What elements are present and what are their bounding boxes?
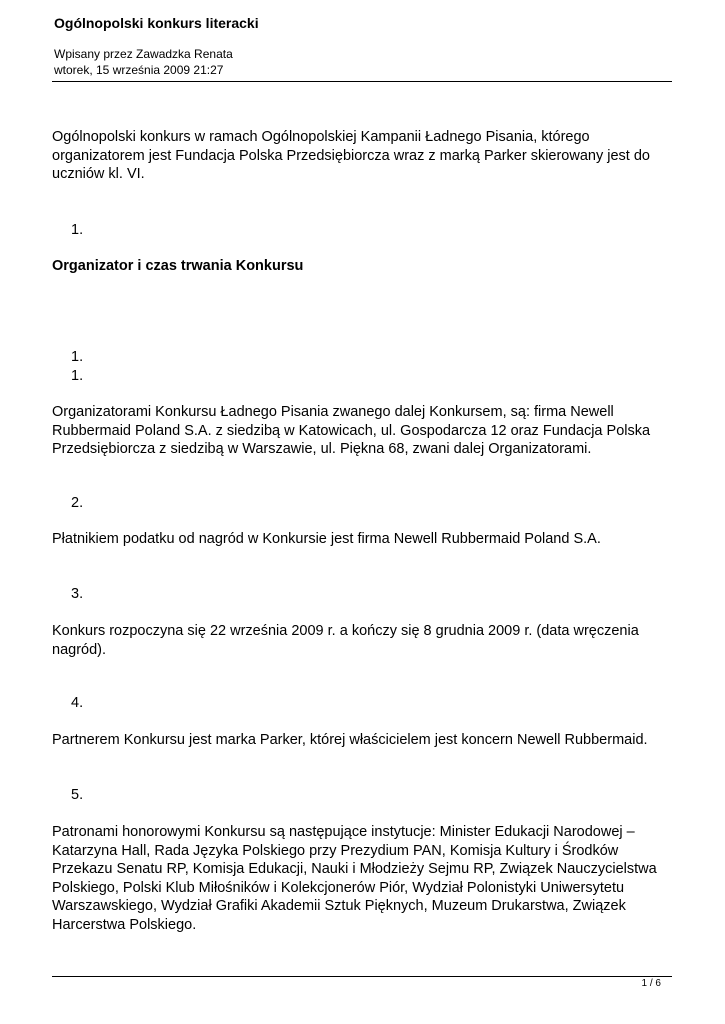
intro-paragraph: Ogólnopolski konkurs w ramach Ogólnopolskiej Kampanii Ładnego Pisania, którego organizatorem jest Fundacja Polska Przedsiębiorcza wraz z marką Parker skierowany jest do uczniów kl. VI. [52, 129, 650, 182]
item-5-text: Patronami honorowymi Konkursu są następujące instytucje: Minister Edukacji Narodowej – Katarzyna Hall, Rada Języka Polskiego przy Prezydium PAN, Komisja Kultury i Środków Przekazu Senatu RP, Komisja Edukacji, Nauki i Młodzieży Sejmu RP, Związek Nauczycielstwa Polskiego, Polski Klub Miłośników i Kolekcjonerów Piór, Wydział Polonistyki Uniwersytetu Warszawskiego, Wydział Grafiki Akademii Sztuk Pięknych, Muzeum Drukarstwa, Związek Harcerstwa Polskiego. [52, 824, 657, 933]
item-3-text: Konkurs rozpoczyna się 22 września 2009 r. a kończy się 8 grudnia 2009 r. (data wręczenia nagród). [52, 623, 639, 658]
item-2-number: 2. [71, 495, 84, 511]
date-line: wtorek, 15 września 2009 21:27 [54, 63, 224, 77]
author-line: Wpisany przez Zawadzka Renata [54, 47, 233, 61]
item-3-number: 3. [71, 586, 84, 602]
section-1-heading: Organizator i czas trwania Konkursu [52, 258, 304, 274]
article-title: Ogólnopolski konkurs literacki [54, 15, 259, 31]
item-5-number: 5. [71, 787, 84, 803]
page-number: 1 / 6 [641, 978, 661, 989]
item-4-number: 4. [71, 695, 84, 711]
header-divider [52, 81, 672, 82]
sub-number-b: 1. [71, 368, 84, 384]
item-1-text: Organizatorami Konkursu Ładnego Pisania zwanego dalej Konkursem, są: firma Newell Rubbermaid Poland S.A. z siedzibą w Katowicach, ul. Gospodarcza 12 oraz Fundacja Polska Przedsiębiorcza z siedzibą w Warszawie, ul. Piękna 68, zwani dalej Organizatorami. [52, 404, 651, 457]
item-2-text: Płatnikiem podatku od nagród w Konkursie jest firma Newell Rubbermaid Poland S.A. [52, 531, 601, 547]
section-1-number: 1. [71, 222, 84, 238]
footer-divider [52, 976, 672, 977]
item-4-text: Partnerem Konkursu jest marka Parker, której właścicielem jest koncern Newell Rubbermaid. [52, 732, 648, 748]
sub-number-a: 1. [71, 349, 84, 365]
